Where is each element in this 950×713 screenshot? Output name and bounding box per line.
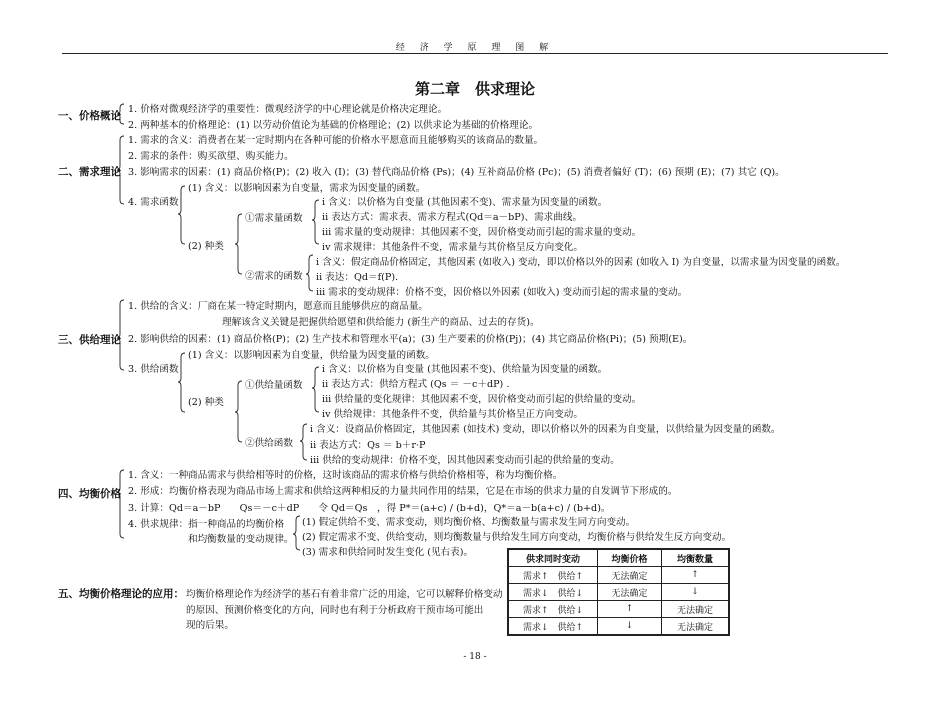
text-line: iii 供给的变动规律：价格不变，因其他因素变动而引起的供给量的变动。 <box>310 455 620 466</box>
text-line: ②需求的函数 <box>245 271 303 282</box>
text-line: 3. 计算：Qd＝a－bP Qs＝－c＋dP 令 Qd＝Qs ，得 P*＝(a+c) / (b+d)，Q*＝a－b(a+c) / (b+d)。 <box>128 503 611 514</box>
table-cell: 无法确定 <box>662 618 730 636</box>
table-cell: ↑ <box>598 601 662 618</box>
text-line: 的原因、预测价格变化的方向，同时也有利于分析政府干预市场可能出 <box>186 605 484 616</box>
text-line: i 含义：以价格为自变量 (其他因素不变)、供给量为因变量的函数。 <box>322 364 608 375</box>
text-line: ii 表达方式：Qs ＝ b＋r·P <box>310 440 426 451</box>
page-number: - 18 - <box>463 652 487 662</box>
text-line: (1) 假定供给不变、需求变动，则均衡价格、均衡数量与需求发生同方向变动。 <box>302 517 636 528</box>
section-demand-theory: 二、需求理论 <box>58 166 121 178</box>
text-line: 3. 供给函数 <box>128 364 179 375</box>
text-line: iii 供给量的变化规律：其他因素不变，因价格变动而引起的供给量的变动。 <box>322 394 642 405</box>
text-line: (2) 假定需求不变、供给变动，则均衡数量与供给发生同方向变动，均衡价格与供给发生反方向变动。 <box>302 532 732 543</box>
text-line: 1. 供给的含义：厂商在某一特定时期内，愿意而且能够供应的商品量。 <box>128 301 429 312</box>
text-line: 和均衡数量的变动规律。 <box>188 534 294 545</box>
table-header: 均衡数量 <box>662 549 730 567</box>
text-line: ii 表达方式：需求表、需求方程式(Qd＝a－bP)、需求曲线。 <box>322 212 583 223</box>
text-line: 1. 含义：一种商品需求与供给相等时的价格，这时该商品的需求价格与供给价格相等，称为均衡价格。 <box>128 470 563 481</box>
text-line: (2) 种类 <box>188 241 224 252</box>
text-line: 2. 影响供给的因素：(1) 商品价格(P)；(2) 生产技术和管理水平(a)；(3) 生产要素的价格(Pj)；(4) 其它商品价格(Pi)；(5) 预期(E)。 <box>128 334 693 345</box>
text-line: 均衡价格理论作为经济学的基石有着非常广泛的用途，它可以解释价格变动 <box>186 589 503 600</box>
text-line: i 含义：假定商品价格固定，其他因素 (如收入) 变动，即以价格以外的因素 (如收入 I) 为自变量，以需求量为因变量的函数。 <box>316 257 846 268</box>
table-header: 均衡价格 <box>598 549 662 567</box>
text-line: 4. 供求规律：指一种商品的均衡价格 <box>128 519 285 530</box>
text-line: ②供给函数 <box>245 438 293 449</box>
section-supply-theory: 三、供给理论 <box>58 334 121 346</box>
text-line: 现的后果。 <box>186 620 234 631</box>
text-line: i 含义：设商品价格固定，其他因素 (如技术) 变动，即以价格以外的因素为自变量，以供给量为因变量的函数。 <box>310 424 781 435</box>
text-line: ii 表达方式：供给方程式 (Qs ＝ －c＋dP) . <box>322 379 510 390</box>
text-line: 1. 需求的含义：消费者在某一定时期内在各种可能的价格水平愿意而且能够购买的该商品的数量。 <box>128 135 544 146</box>
text-line: (1) 含义：以影响因素为自变量，需求为因变量的函数。 <box>188 183 426 194</box>
text-line: 2. 形成：均衡价格表现为商品市场上需求和供给这两种相反的力量共同作用的结果，它是在市场的供求力量的自发调节下形成的。 <box>128 486 678 497</box>
text-line: 2. 需求的条件：购买欲望、购买能力。 <box>128 151 294 162</box>
text-line: 1. 价格对微观经济学的重要性：微观经济学的中心理论就是价格决定理论。 <box>128 104 448 115</box>
table-cell: 需求↑ 供给↑ <box>508 567 598 584</box>
table-cell: ↓ <box>662 584 730 601</box>
text-line: iv 需求规律：其他条件不变，需求量与其价格呈反方向变化。 <box>322 242 583 253</box>
supply-demand-table <box>507 548 730 636</box>
text-line: iii 需求的变动规律：价格不变，因价格以外因素 (如收入) 变动而引起的需求量的变动。 <box>316 287 688 298</box>
text-line: i 含义：以价格为自变量 (其他因素不变)、需求量为因变量的函数。 <box>322 197 608 208</box>
table-header-row <box>508 549 729 567</box>
chapter-title: 第二章 供求理论 <box>414 80 535 98</box>
section-equilibrium-price: 四、均衡价格 <box>58 488 121 500</box>
text-line: ①供给量函数 <box>245 380 303 391</box>
text-line: 3. 影响需求的因素：(1) 商品价格(P)；(2) 收入 (I)；(3) 替代商品价格 (Ps)；(4) 互补商品价格 (Pc)；(5) 消费者偏好 (T)；(6) 预期 (E)；(7) 其它 (Q)。 <box>128 167 785 178</box>
table-cell: 无法确定 <box>598 584 662 601</box>
running-header: 经 济 学 原 理 图 解 <box>395 43 555 53</box>
table-row <box>508 567 729 584</box>
text-line: (3) 需求和供给同时发生变化 (见右表)。 <box>302 547 474 558</box>
text-line: iii 需求量的变动规律：其他因素不变，因价格变动而引起的需求量的变动。 <box>322 227 642 238</box>
text-line: (2) 种类 <box>188 397 224 408</box>
table-cell: 无法确定 <box>662 601 730 618</box>
table-row <box>508 618 729 636</box>
table-cell: 需求↓ 供给↓ <box>508 584 598 601</box>
text-line: 理解该含义关键是把握供给愿望和供给能力 (新生产的商品、过去的存货)。 <box>222 317 540 328</box>
table-row <box>508 601 729 618</box>
text-line: ①需求量函数 <box>245 213 303 224</box>
header-rule <box>62 53 888 54</box>
table-row <box>508 584 729 601</box>
text-line: 2. 两种基本的价格理论：(1) 以劳动价值论为基础的价格理论；(2) 以供求论为基础的价格理论。 <box>128 120 539 131</box>
table-cell: 无法确定 <box>598 567 662 584</box>
text-line: 4. 需求函数 <box>128 197 179 208</box>
table-cell: 需求↑ 供给↓ <box>508 601 598 618</box>
table-cell: ↓ <box>598 618 662 636</box>
table-cell: 需求↓ 供给↑ <box>508 618 598 636</box>
text-line: iv 供给规律：其他条件不变，供给量与其价格呈正方向变动。 <box>322 409 583 420</box>
text-line: (1) 含义：以影响因素为自变量，供给量为因变量的函数。 <box>188 350 435 361</box>
section-application: 五、均衡价格理论的应用： <box>58 588 184 600</box>
table-header: 供求同时变动 <box>508 549 598 567</box>
text-line: ii 表达：Qd＝f(P). <box>316 272 399 283</box>
section-price-overview: 一、价格概论 <box>58 110 121 122</box>
table-cell: ↑ <box>662 567 730 584</box>
